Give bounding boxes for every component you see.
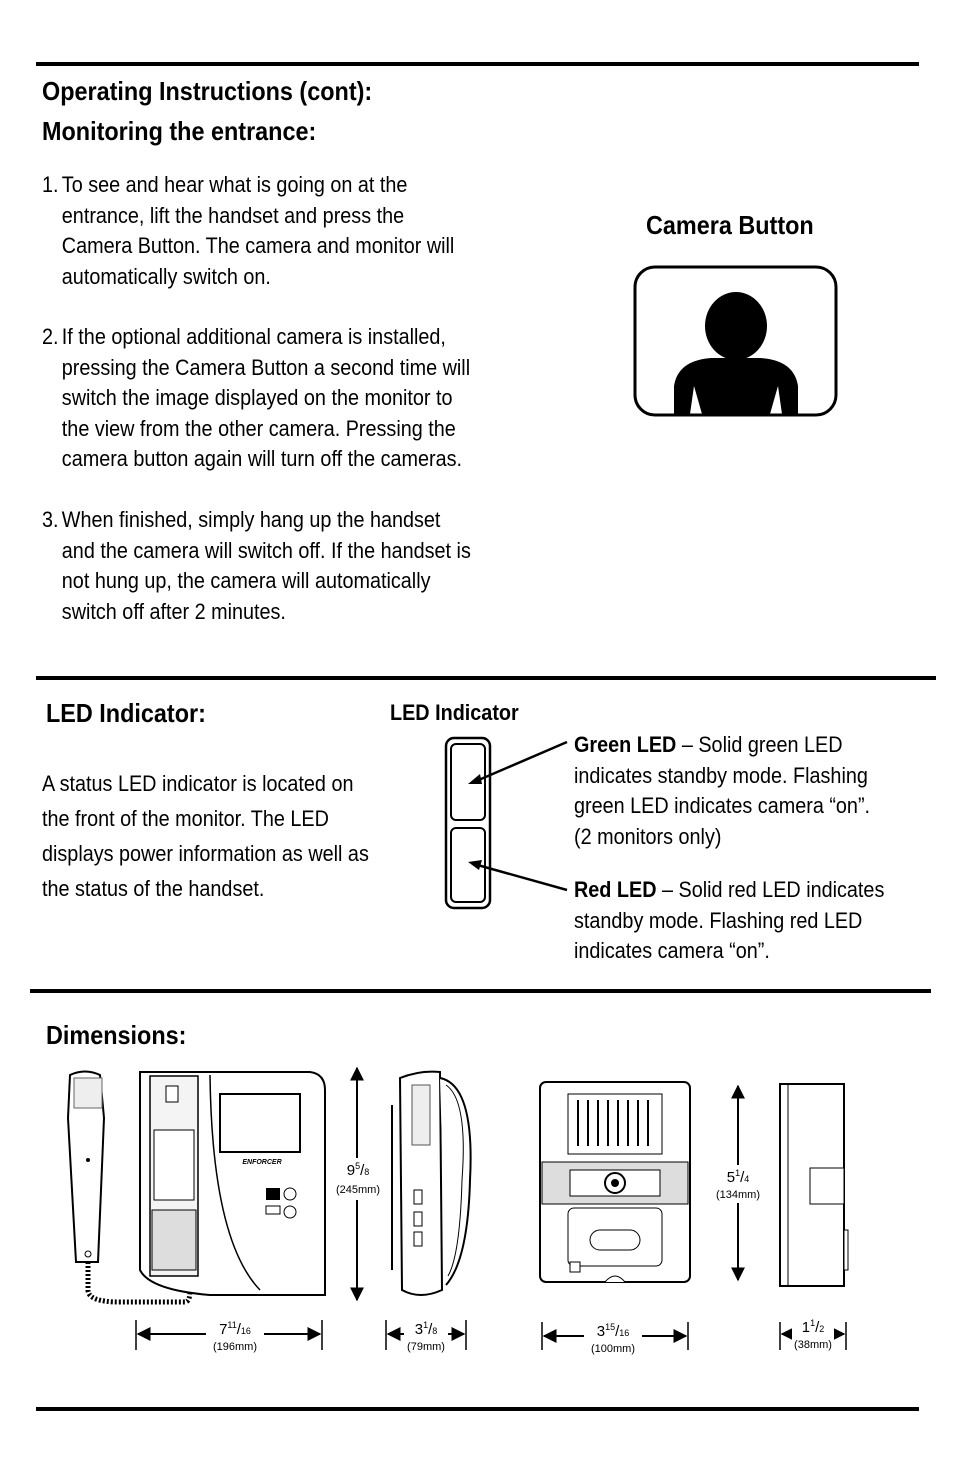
dim-monitor-width: $7^{11}/16$ <box>219 1320 251 1338</box>
list-line: pressing the Camera Button a second time will <box>61 354 471 380</box>
section-title-led: LED Indicator: <box>46 698 206 728</box>
list-line: and the camera will switch off. If the handset is <box>61 537 471 563</box>
section-title-dimensions: Dimensions: <box>46 1020 187 1050</box>
red-led-text: – Solid red LED indicates <box>656 877 885 902</box>
list-line: automatically switch on. <box>61 263 271 289</box>
description-line: displays power information as well as <box>42 841 369 866</box>
list-line: To see and hear what is going on at the <box>61 172 408 197</box>
dim-monitor-depth: $3^1/8$ <box>414 1320 438 1338</box>
list-line: switch the image displayed on the monitor to <box>61 385 453 410</box>
led-description <box>42 766 369 906</box>
camera-button-icon <box>632 264 840 420</box>
dim-monitor-height: $9^5/8$ <box>346 1161 370 1179</box>
dim-camera-height-mm: (134mm) <box>715 1189 761 1201</box>
red-led-name: Red LED <box>574 877 657 902</box>
red-led-description <box>574 875 884 967</box>
led-diagram-label: LED Indicator <box>390 700 519 725</box>
red-led-line: indicates camera “on”. <box>574 938 770 963</box>
list-line: Camera Button. The camera and monitor will <box>61 233 455 258</box>
green-led-text: – Solid green LED <box>676 732 843 757</box>
description-line: the front of the monitor. The LED <box>42 806 329 831</box>
section-subtitle-monitoring: Monitoring the entrance: <box>42 116 317 146</box>
monitor-front-icon <box>140 1072 325 1295</box>
list-line: camera button again will turn off the cameras. <box>61 446 463 471</box>
green-led-description <box>574 730 870 852</box>
section3-rule <box>30 989 931 993</box>
dim-camera-width-mm: (100mm) <box>590 1343 636 1355</box>
dim-camera-width: $3^{15}/16$ <box>596 1322 630 1340</box>
list-line: the view from the other camera. Pressing the <box>61 415 456 441</box>
list-number: 3. <box>42 507 59 532</box>
green-led-line: green LED indicates camera “on”. <box>574 793 871 818</box>
list-number: 2. <box>42 324 59 349</box>
green-led-line: indicates standby mode. Flashing <box>574 762 868 788</box>
list-line: If the optional additional camera is installed, <box>61 324 446 349</box>
dim-monitor-width-mm: (196mm) <box>212 1341 258 1353</box>
list-number: 1. <box>42 172 59 197</box>
camera-button-label: Camera Button <box>646 210 814 240</box>
green-led-line: (2 monitors only) <box>574 823 722 849</box>
camera-side-icon <box>780 1084 848 1286</box>
dimensions-drawing <box>0 1050 954 1370</box>
led-indicator-diagram <box>440 730 580 915</box>
list-line: switch off after 2 minutes. <box>61 598 286 624</box>
description-line: the status of the handset. <box>42 876 265 901</box>
list-line: entrance, lift the handset and press the <box>61 202 405 228</box>
description-line: A status LED indicator is located on <box>42 771 354 796</box>
list-line: When finished, simply hang up the handset <box>61 507 441 532</box>
camera-front-icon <box>540 1082 690 1282</box>
monitor-side-icon <box>392 1072 471 1295</box>
dim-camera-depth-mm: (38mm) <box>794 1339 832 1351</box>
red-led-line: standby mode. Flashing red LED <box>574 907 863 933</box>
list-line: not hung up, the camera will automatically <box>61 568 431 593</box>
dim-monitor-depth-mm: (79mm) <box>407 1341 445 1353</box>
section2-rule <box>36 676 936 680</box>
dim-camera-depth: $1^1/2$ <box>801 1318 825 1336</box>
dim-monitor-height-mm: (245mm) <box>335 1184 381 1196</box>
dim-camera-height: $5^1/4$ <box>726 1168 750 1186</box>
bottom-rule <box>36 1407 919 1411</box>
section-title-operating: Operating Instructions (cont): <box>42 76 373 106</box>
green-led-name: Green LED <box>574 732 677 757</box>
top-rule <box>36 62 919 66</box>
monitor-brand-text: ENFORCER <box>242 1159 282 1166</box>
